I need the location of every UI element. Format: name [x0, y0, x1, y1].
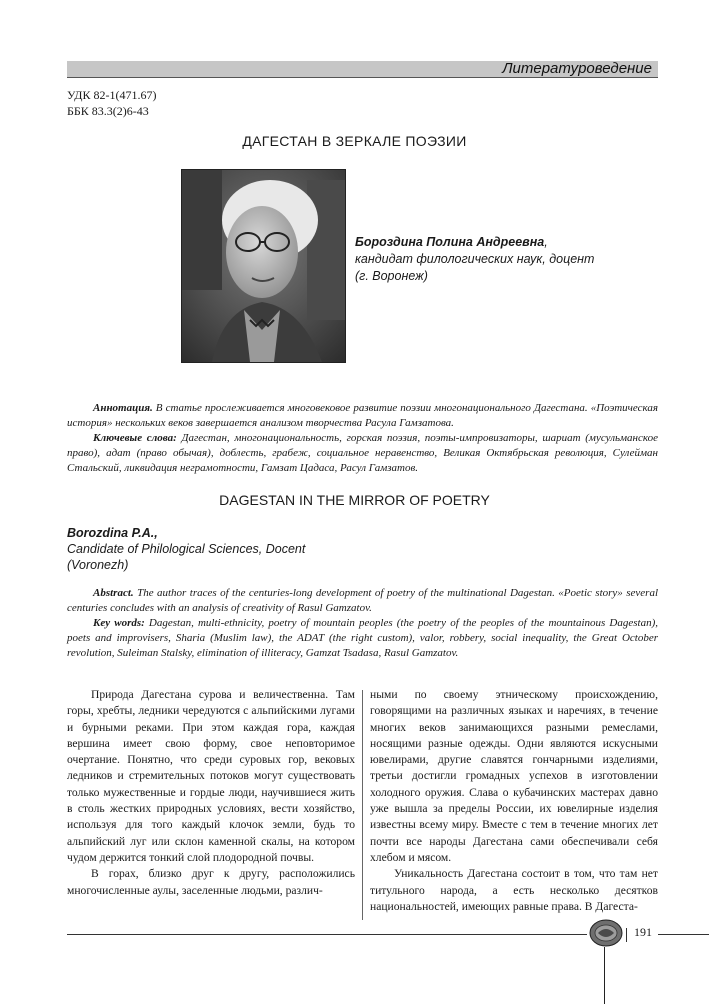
abstract-label-en: Abstract. [93, 587, 134, 599]
page-number: 191 [634, 925, 652, 939]
author-city-ru: (г. Воронеж) [355, 269, 428, 283]
abstract-text-en: The author traces of the centuries-long development of poetry of the multinational Dagestan. «Poetic story» several centuries concludes with an analysis of creativity of Rasul Gamzatov. [67, 587, 658, 614]
annotation-ru [67, 401, 658, 431]
column-divider [362, 690, 363, 920]
annotation-text: В статье прослеживается многовековое развитие поэзии многонационального Дагестана. «Поэтическая история» нескольких веков завершается анализом творчества Расула Гамзатова. [67, 402, 658, 429]
margin-line [604, 947, 605, 1004]
author-name-ru: Бороздина Полина Андреевна [355, 235, 545, 249]
author-info-en [67, 525, 467, 573]
keywords-ru [67, 431, 658, 476]
bbk-code: ББК 83.3(2)6-43 [67, 104, 149, 118]
journal-section-header [67, 61, 658, 78]
body-paragraph: ными по своему этническому происхождению, говорящими на различных языках и наречиях, в течение многих веков занимающихся разными ремеслами, носящими разные одежды. Одни являются искусными ювелирами, другие славятся гончарными изделиями, третьи достигли громадных успехов в изготовлении холодного оружия. Слава о кубачинских мастерах давно уже вышла за пределы России, их ювелирные изделия известны всему миру. Вместе с тем в течение многих лет почти все народы Дагестана сами обеспечивали себя хлебом и мясом. [370, 688, 658, 864]
annotation-en [67, 586, 658, 616]
article-title-en: DAGESTAN IN THE MIRROR OF POETRY [219, 492, 490, 508]
author-city-en: (Voronezh) [67, 558, 129, 572]
body-paragraph: Уникальность Дагестана состоит в том, что там нет титульного народа, а есть несколько десятков национальностей, имеющих равные права. В Дагеста- [370, 867, 658, 913]
body-column-left [67, 687, 355, 899]
page-number-separator [626, 928, 627, 942]
author-degree-en: Candidate of Philological Sciences, Docent [67, 542, 306, 556]
footer-rule-right [658, 934, 709, 935]
keywords-text-en: Dagestan, multi-ethnicity, poetry of mountain peoples (the poetry of the peoples of the mountainous Dagestan), poets and improvisers, Sharia (Muslim law), the ADAT (the right custom), valor, robbery, social inequality, the Great October revolution, Suleiman Stalsky, elimination of illiteracy, Gamzat Tsadasa, Rasul Gamzatov. [67, 617, 658, 659]
abstract-en [67, 586, 658, 661]
keywords-label-en: Key words: [93, 617, 145, 629]
journal-emblem-icon [588, 918, 624, 948]
article-title-ru: ДАГЕСТАН В ЗЕРКАЛЕ ПОЭЗИИ [242, 133, 467, 149]
udk-code: УДК 82-1(471.67) [67, 88, 157, 102]
footer-rule [67, 934, 587, 935]
author-info-ru: Бороздина Полина Андреевна, кандидат филологических наук, доцент (г. Воронеж) [355, 234, 655, 285]
keywords-label: Ключевые слова: [93, 432, 177, 444]
classification-codes [67, 87, 156, 119]
body-column-right [370, 687, 658, 915]
section-title: Литературоведение [502, 60, 652, 77]
keywords-en [67, 616, 658, 661]
body-paragraph: Природа Дагестана сурова и величественна. Там горы, хребты, ледники чередуются с альпийскими лугами и бурными реками. При этом каждая гора, каждая вершина имеет свою форму, свое неповторимое очертание. Понятно, что среди суровых гор, вековых ледников и стремительных потоков могут существовать только мужественные и гордые люди, научившиеся жить в столь жестких природных условиях, вести хозяйство, используя для того каждый клочок земли, будь то альпийский луг или склон каменной скалы, на котором чудом держится тонкий слой плодородной почвы. [67, 688, 355, 864]
body-paragraph: В горах, близко друг к другу, расположились многочисленные аулы, заселенные людьми, различ- [67, 867, 355, 897]
annotation-label: Аннотация. [93, 402, 153, 414]
author-photo [181, 169, 346, 363]
keywords-text: Дагестан, многонациональность, горская поэзия, поэты-импровизаторы, шариат (мусульманское право), адат (право обычая), доблесть, грабеж, социальное неравенство, Великая Октябрьская революция, Сулейман Стальский, ликвидация неграмотности, Гамзат Цадаса, Расул Гамзатов. [67, 432, 658, 474]
author-degree-ru: кандидат филологических наук, доцент [355, 252, 595, 266]
abstract-ru [67, 401, 658, 476]
author-name-en: Borozdina P.A., [67, 526, 158, 540]
